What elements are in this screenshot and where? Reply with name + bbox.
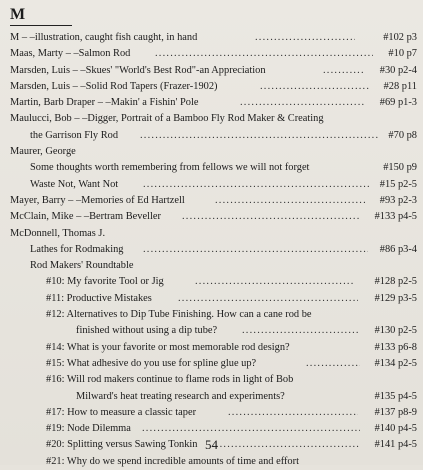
index-entry bbox=[0, 405, 423, 421]
dot-leader bbox=[323, 63, 363, 79]
entry-reference: #86 p3-4 bbox=[379, 243, 417, 255]
entry-text: Maulucci, Bob – –Digger, Portrait of a Bamboo Fly Rod Maker & Creating bbox=[10, 113, 324, 125]
dot-leader bbox=[142, 421, 360, 437]
dot-leader bbox=[242, 323, 360, 339]
entry-text: Waste Not, Want Not bbox=[30, 178, 119, 190]
index-entry bbox=[0, 160, 423, 176]
dot-leader bbox=[240, 95, 365, 111]
index-entry bbox=[0, 111, 423, 127]
entry-text: #16: Will rod makers continue to flame rods in light of Bob bbox=[46, 374, 294, 386]
entry-text: Marsden, Luis – –Solid Rod Tapers (Frazer-1902) bbox=[10, 80, 218, 92]
index-entry bbox=[0, 193, 423, 209]
dot-leader bbox=[228, 405, 358, 421]
entry-text: #14: What is your favorite or most memorable rod design? bbox=[46, 341, 290, 353]
index-entry bbox=[0, 307, 423, 323]
entry-reference: #150 p9 bbox=[383, 162, 417, 174]
entry-reference: #10 p7 bbox=[388, 48, 417, 60]
entry-text: #10: My favorite Tool or Jig bbox=[46, 276, 164, 288]
entry-text: McClain, Mike – –Bertram Beveller bbox=[10, 211, 161, 223]
entry-reference: #69 p1-3 bbox=[379, 97, 417, 109]
entry-reference: #133 p4-5 bbox=[374, 211, 417, 223]
entry-text: Rod Makers' Roundtable bbox=[30, 260, 134, 272]
index-entry bbox=[0, 79, 423, 95]
index-entry bbox=[0, 226, 423, 242]
entry-reference: #128 p2-5 bbox=[374, 276, 417, 288]
index-entry bbox=[0, 128, 423, 144]
index-entries bbox=[0, 30, 423, 470]
dot-leader bbox=[306, 356, 360, 372]
index-entry bbox=[0, 30, 423, 46]
entry-text: #12: Alternatives to Dip Tube Finishing. How can a cane rod be bbox=[46, 309, 312, 321]
index-entry bbox=[0, 340, 423, 356]
index-entry bbox=[0, 95, 423, 111]
dot-leader bbox=[195, 274, 355, 290]
entry-reference: #93 p2-3 bbox=[379, 194, 417, 206]
index-entry bbox=[0, 389, 423, 405]
page-number: 54 bbox=[205, 437, 218, 452]
dot-leader bbox=[143, 242, 368, 258]
dot-leader bbox=[255, 30, 355, 46]
entry-reference: #134 p2-5 bbox=[374, 357, 417, 369]
section-letter-heading: M bbox=[10, 6, 72, 26]
entry-reference: #141 p4-5 bbox=[374, 439, 417, 451]
entry-text: Maurer, George bbox=[10, 146, 76, 158]
index-entry bbox=[0, 209, 423, 225]
index-entry bbox=[0, 454, 423, 470]
index-entry bbox=[0, 177, 423, 193]
dot-leader bbox=[182, 209, 360, 225]
entry-reference: #137 p8-9 bbox=[374, 406, 417, 418]
index-entry bbox=[0, 291, 423, 307]
entry-reference: #129 p3-5 bbox=[374, 292, 417, 304]
entry-reference: #28 p11 bbox=[383, 80, 417, 92]
entry-text: #21: Why do we spend incredible amounts of time and effort bbox=[46, 455, 299, 467]
entry-text: M – –illustration, caught fish caught, in hand bbox=[10, 32, 198, 43]
entry-reference: #135 p4-5 bbox=[374, 390, 417, 402]
index-entry bbox=[0, 258, 423, 274]
entry-reference: #130 p2-5 bbox=[374, 325, 417, 337]
entry-text: #17: How to measure a classic taper bbox=[46, 406, 197, 418]
entry-text: Martin, Barb Draper – –Makin' a Fishin' Pole bbox=[10, 97, 199, 109]
entry-text: Some thoughts worth remembering from fellows we will not forget bbox=[30, 162, 310, 174]
entry-text: Maas, Marty – –Salmon Rod bbox=[10, 48, 131, 60]
entry-text: finished without using a dip tube? bbox=[76, 325, 218, 337]
index-entry bbox=[0, 323, 423, 339]
index-entry bbox=[0, 372, 423, 388]
entry-text: Mayer, Barry – –Memories of Ed Hartzell bbox=[10, 194, 185, 206]
entry-text: #15: What adhesive do you use for spline glue up? bbox=[46, 357, 257, 369]
dot-leader bbox=[155, 46, 373, 62]
entry-text: Milward's heat treating research and experiments? bbox=[76, 390, 285, 402]
entry-reference: #70 p8 bbox=[388, 129, 417, 141]
dot-leader bbox=[143, 177, 370, 193]
index-entry bbox=[0, 242, 423, 258]
entry-reference: #133 p6-8 bbox=[374, 341, 417, 353]
index-entry bbox=[0, 421, 423, 437]
entry-reference: #102 p3 bbox=[383, 32, 417, 43]
index-entry bbox=[0, 63, 423, 79]
index-entry bbox=[0, 144, 423, 160]
dot-leader bbox=[140, 128, 378, 144]
entry-text: #20: Splitting versus Sawing Tonkin bbox=[46, 439, 198, 451]
dot-leader bbox=[178, 291, 358, 307]
dot-leader bbox=[215, 193, 365, 209]
entry-reference: #30 p2-4 bbox=[379, 64, 417, 76]
entry-text: McDonnell, Thomas J. bbox=[10, 227, 106, 239]
index-entry bbox=[0, 356, 423, 372]
entry-text: #11: Productive Mistakes bbox=[46, 292, 152, 304]
entry-reference: #140 p4-5 bbox=[374, 423, 417, 435]
entry-text: Lathes for Rodmaking bbox=[30, 243, 124, 255]
index-entry bbox=[0, 46, 423, 62]
entry-text: #19: Node Dilemma bbox=[46, 423, 131, 435]
entry-text: Marsden, Luis – –Skues' "World's Best Rod"-an Appreciation bbox=[10, 64, 266, 76]
dot-leader bbox=[260, 79, 370, 95]
entry-reference: #15 p2-5 bbox=[379, 178, 417, 190]
index-entry bbox=[0, 274, 423, 290]
entry-text: the Garrison Fly Rod bbox=[30, 129, 119, 141]
